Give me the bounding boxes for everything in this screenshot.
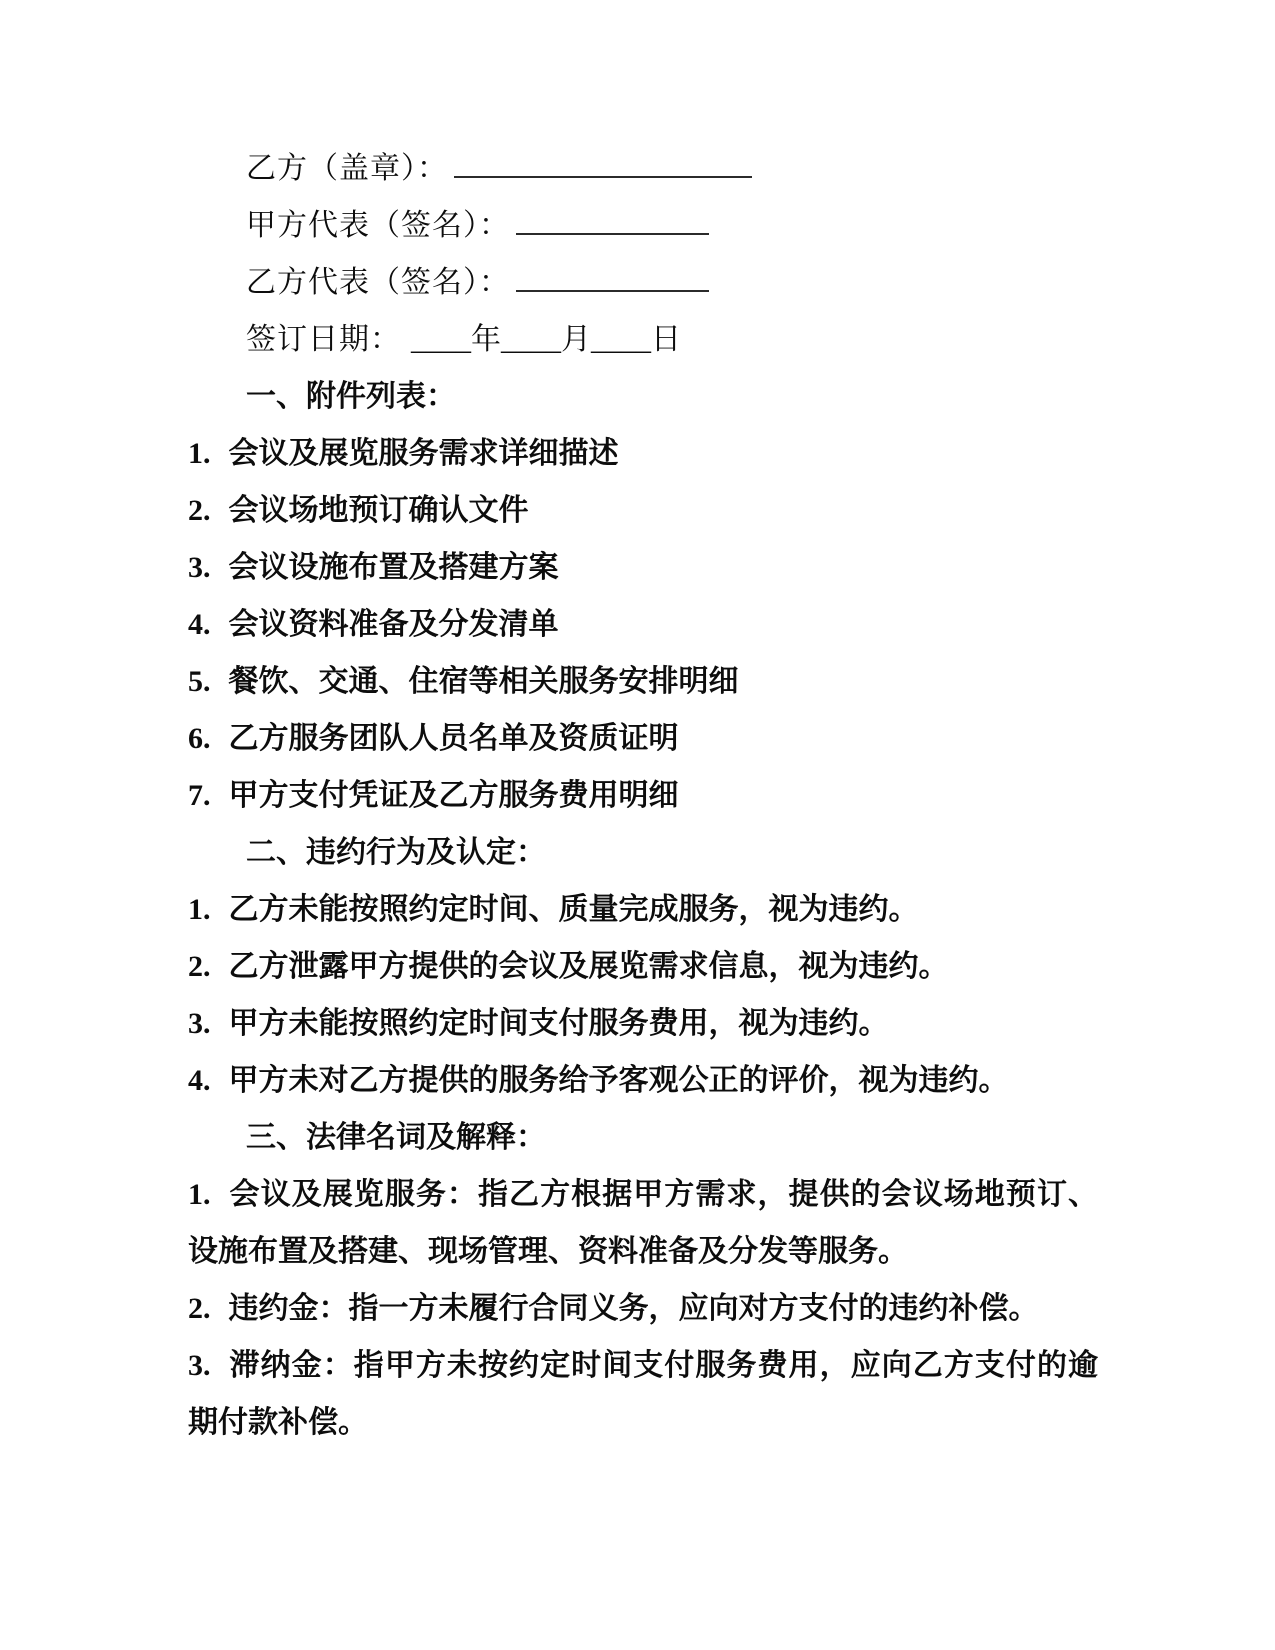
item-number: 1. [188, 1178, 211, 1211]
legal-term-item-1 [188, 1166, 1098, 1280]
item-number: 6. [188, 722, 211, 755]
item-text: 乙方未能按照约定时间、质量完成服务，视为违约。 [228, 893, 919, 926]
breach-list-item-1 [188, 881, 1098, 938]
signing-date-blanks: ____年____月____日 [411, 323, 681, 356]
item-number: 1. [188, 893, 211, 926]
item-number: 2. [188, 494, 211, 527]
breach-list-item-2 [188, 938, 1098, 995]
signing-date-line [188, 311, 1098, 368]
party-b-rep-label: 乙方代表（签名）： [246, 266, 510, 299]
party-a-representative-line [188, 197, 1098, 254]
item-number: 3. [188, 1349, 211, 1382]
item-text: 甲方支付凭证及乙方服务费用明细 [228, 779, 679, 812]
item-text: 会议资料准备及分发清单 [228, 608, 559, 641]
item-number: 3. [188, 1007, 211, 1040]
item-text: 餐饮、交通、住宿等相关服务安排明细 [228, 665, 739, 698]
section-heading-breach: 二、违约行为及认定： [246, 836, 546, 869]
item-text: 乙方服务团队人员名单及资质证明 [228, 722, 679, 755]
section-heading-legal-terms: 三、法律名词及解释： [246, 1121, 546, 1154]
item-text: 会议及展览服务：指乙方根据甲方需求，提供的会议场地预订、设施布置及搭建、现场管理、资料准备及分发等服务。 [188, 1178, 1098, 1268]
breach-list-item-3 [188, 995, 1098, 1052]
party-b-seal-label: 乙方（盖章）： [246, 152, 448, 185]
item-number: 3. [188, 551, 211, 584]
legal-term-item-2 [188, 1280, 1098, 1337]
item-number: 1. [188, 437, 211, 470]
attachment-list-item-2 [188, 482, 1098, 539]
party-b-seal-line [188, 140, 1098, 197]
attachment-list-item-7 [188, 767, 1098, 824]
breach-list-item-4 [188, 1052, 1098, 1109]
legal-term-item-3 [188, 1337, 1098, 1451]
party-b-representative-line [188, 254, 1098, 311]
section-heading-attachments: 一、附件列表： [246, 380, 456, 413]
party-b-rep-blank-line [516, 260, 709, 292]
attachment-list-item-3 [188, 539, 1098, 596]
party-b-seal-blank-line [454, 146, 752, 178]
party-a-rep-label: 甲方代表（签名）： [246, 209, 510, 242]
party-a-rep-blank-line [516, 203, 709, 235]
item-number: 2. [188, 1292, 211, 1325]
item-number: 5. [188, 665, 211, 698]
item-text: 会议及展览服务需求详细描述 [228, 437, 619, 470]
item-text: 甲方未能按照约定时间支付服务费用，视为违约。 [228, 1007, 889, 1040]
signing-date-label: 签订日期： [246, 323, 401, 356]
attachment-list-item-5 [188, 653, 1098, 710]
attachment-list-item-1 [188, 425, 1098, 482]
attachment-list-item-6 [188, 710, 1098, 767]
item-text: 甲方未对乙方提供的服务给予客观公正的评价，视为违约。 [228, 1064, 1009, 1097]
item-number: 7. [188, 779, 211, 812]
item-text: 会议场地预订确认文件 [228, 494, 529, 527]
item-text: 滞纳金：指甲方未按约定时间支付服务费用，应向乙方支付的逾期付款补偿。 [188, 1349, 1098, 1439]
item-number: 4. [188, 608, 211, 641]
item-number: 2. [188, 950, 211, 983]
item-number: 4. [188, 1064, 211, 1097]
item-text: 会议设施布置及搭建方案 [228, 551, 559, 584]
item-text: 违约金：指一方未履行合同义务，应向对方支付的违约补偿。 [228, 1292, 1039, 1325]
item-text: 乙方泄露甲方提供的会议及展览需求信息，视为违约。 [228, 950, 949, 983]
attachment-list-item-4 [188, 596, 1098, 653]
